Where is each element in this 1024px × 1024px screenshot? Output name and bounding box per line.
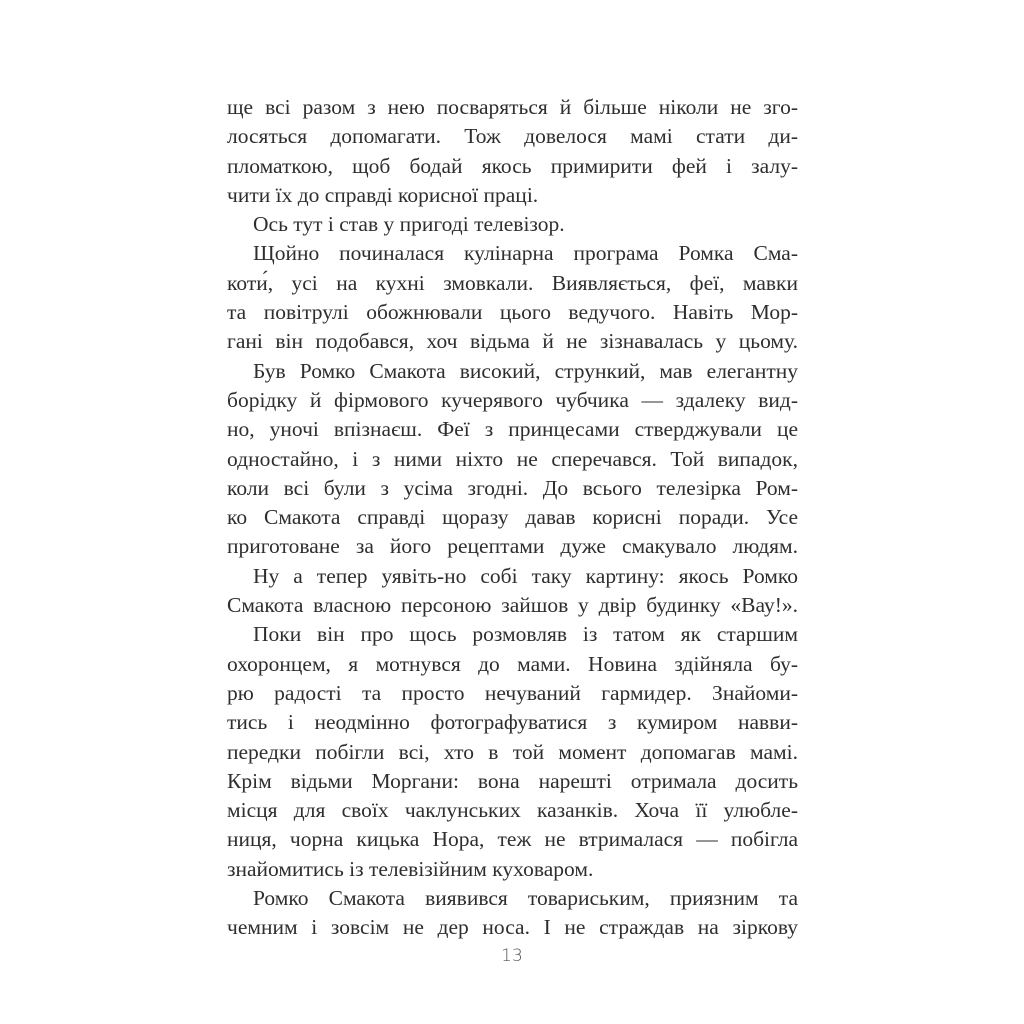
text-line: но, уночі впізнаєш. Феї з принцесами стверджували це	[227, 417, 798, 442]
body-text	[227, 93, 798, 943]
text-line: борідку й фірмового кучерявого чубчика — здалеку вид-	[227, 387, 798, 412]
text-line: пломаткою, щоб бодай якось примирити фей і залу-	[227, 153, 798, 178]
paragraph	[227, 562, 798, 621]
text-line: коли всі були з усіма згодні. До всього телезірка Ром-	[227, 475, 798, 500]
text-line: чемним і зовсім не дер носа. І не страждав на зіркову	[227, 915, 798, 940]
text-line: Щойно починалася кулінарна програма Ромка Сма-	[253, 241, 798, 266]
text-line: Ну а тепер уявіть-но собі таку картину: якось Ромко	[253, 563, 798, 588]
text-line: знайомитись із телевізійним куховаром.	[227, 856, 594, 881]
text-line: Ось тут і став у пригоді телевізор.	[253, 212, 565, 237]
paragraph	[227, 239, 798, 356]
paragraph	[227, 884, 798, 943]
text-line: Був Ромко Смакота високий, стрункий, мав елегантну	[253, 358, 798, 383]
text-line: охоронцем, я мотнувся до мами. Новина здійняла бу-	[227, 651, 798, 676]
text-line: рю радості та просто нечуваний гармидер. Знайоми-	[227, 680, 798, 705]
paragraph	[227, 210, 798, 239]
text-line: гані він подобався, хоч відьма й не зізнавалась у цьому.	[227, 329, 798, 354]
text-line: тись і неодмінно фотографуватися з кумиром навви-	[227, 710, 798, 735]
text-line: лосяться допомагати. Тож довелося мамі стати ди-	[227, 124, 798, 149]
page-number: 13	[501, 946, 523, 966]
text-line: одностайно, і з ними ніхто не сперечався. Той випадок,	[227, 446, 798, 471]
text-line: ще всі разом з нею посваряться й більше ніколи не зго-	[227, 95, 798, 119]
text-line: місця для своїх чаклунських казанків. Хоча її улюбле-	[227, 798, 798, 823]
text-line: Поки він про щось розмовляв із татом як старшим	[253, 622, 798, 647]
text-line: та повітрулі обожнювали цього ведучого. Навіть Мор-	[227, 300, 798, 325]
paragraph	[227, 620, 798, 884]
text-line: Ромко Смакота виявився товариським, приязним та	[253, 886, 798, 911]
text-line: ко Смакота справді щоразу давав корисні поради. Усе	[227, 505, 798, 530]
paragraph	[227, 357, 798, 562]
text-line: Крім відьми Моргани: вона нарешті отримала досить	[227, 768, 798, 793]
text-line: чити їх до справді корисної праці.	[227, 182, 539, 207]
paragraph	[227, 93, 798, 210]
text-line: ниця, чорна кицька Нора, теж не втрималася — побігла	[227, 827, 798, 852]
text-line: Смакота власною персоною зайшов у двір будинку «Вау!».	[227, 593, 798, 618]
text-line: передки побігли всі, хто в той момент допомагав мамі.	[227, 739, 798, 764]
text-line: коти́, усі на кухні змовкали. Виявляється, феї, мавки	[227, 270, 798, 295]
text-line: приготоване за його рецептами дуже смакувало людям.	[227, 534, 798, 559]
